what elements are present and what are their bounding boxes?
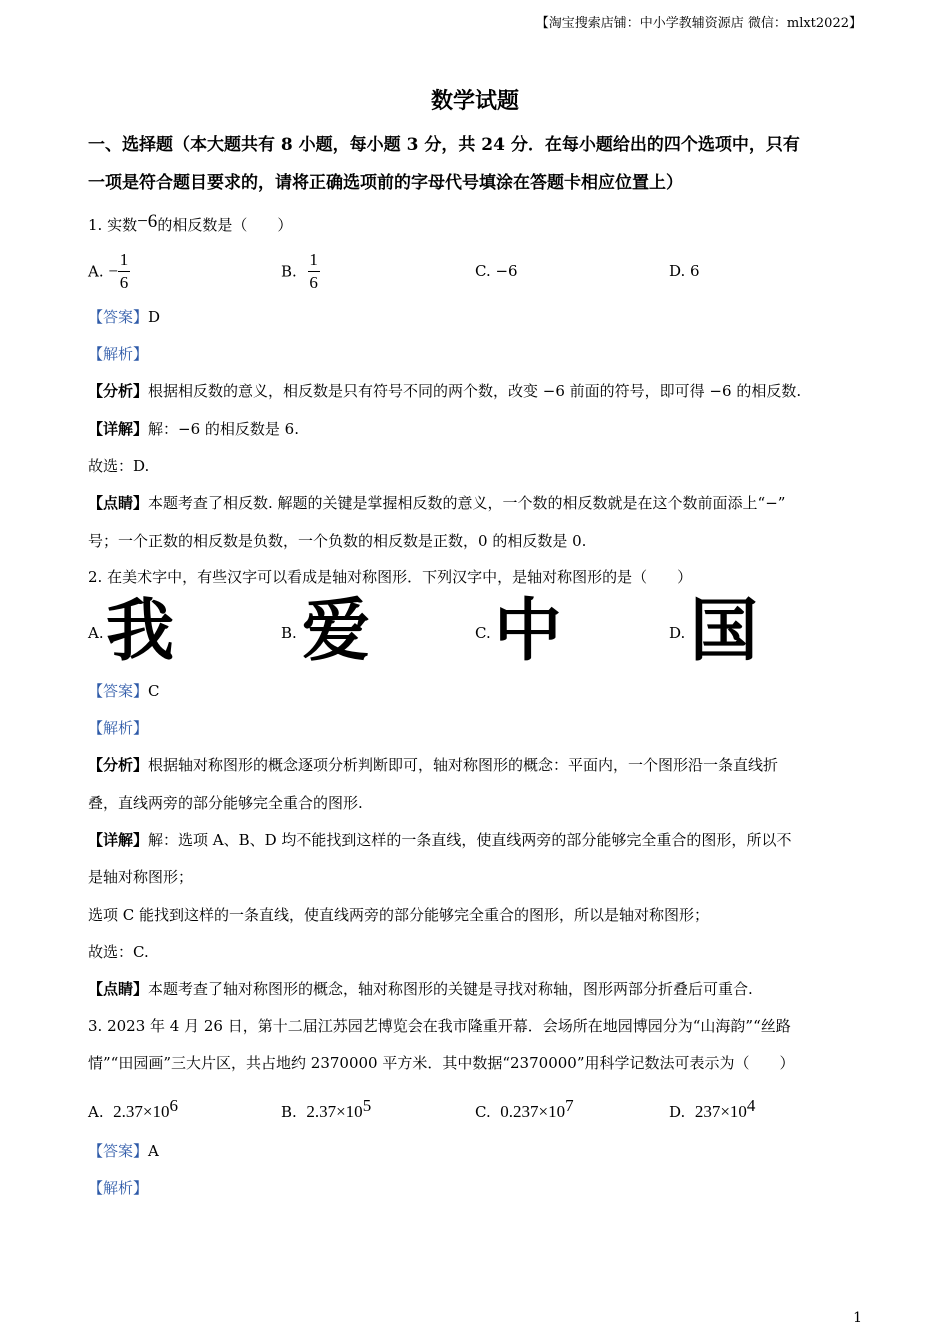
q3-answer-tag: 【答案】 [88,1142,149,1160]
q1-option-a-label: A. [88,262,104,281]
q1-option-d: D. 6 [669,262,700,280]
q2-dianjing-tag: 【点睛】 [88,980,149,998]
q1-option-b [281,250,320,293]
q1-dianjing-line1 [88,492,785,513]
q2-fenxi-tag: 【分析】 [88,756,149,774]
q1-stem-pre: 1. 实数 [88,216,138,234]
q3-stem-line1: 3. 2023 年 4 月 26 日，第十二届江苏园艺博览会在我市隆重开幕．会场所在地园博园分为“山海韵”“丝路 [88,1017,791,1035]
page-number: 1 [853,1310,862,1326]
q1-analysis-tag: 【解析】 [88,345,149,363]
q1-option-b-label: B. [281,262,297,281]
q2-option-c-label: C. [475,624,491,642]
q2-xiangjie-line2: 是轴对称图形； [88,868,194,886]
q3-option-c-exp: 7 [565,1096,574,1115]
q1-fenxi-text: 根据相反数的意义，相反数是只有符号不同的两个数，改变 −6 前面的符号，即可得 −6 的相反数. [148,382,802,400]
q2-dianjing [88,978,753,999]
q3-option-a [88,1096,178,1122]
q1-stem-post: 的相反数是（ ） [157,216,293,234]
q3-option-a-label: A. [88,1103,104,1121]
q2-option-d-char: 国 [690,592,759,671]
section-heading-line1: 一、选择题（本大题共有 8 小题，每小题 3 分，共 24 分．在每小题给出的四个选项中，只有 [88,135,800,155]
q2-fenxi-text1: 根据轴对称图形的概念逐项分析判断即可，轴对称图形的概念：平面内，一个图形沿一条直线折 [148,756,779,774]
q1-fenxi [88,380,801,401]
q1-answer-tag: 【答案】 [88,308,149,326]
section-heading-line2: 一项是符合题目要求的，请将正确选项前的字母代号填涂在答题卡相应位置上） [88,173,683,193]
q2-fenxi-line2: 叠，直线两旁的部分能够完全重合的图形. [88,794,363,812]
q2-option-c-char: 中 [494,592,563,671]
q2-option-a-label: A. [88,624,104,642]
q3-option-d-exp: 4 [746,1096,756,1115]
q2-xiangjie-line1 [88,829,791,850]
q3-option-a-exp: 6 [169,1096,178,1115]
q1-stem [88,211,293,236]
page-title: 数学试题 [430,88,519,114]
q3-option-d-label: D. [669,1103,686,1121]
q2-xiangjie-line3: 选项 C 能找到这样的一条直线，使直线两旁的部分能够完全重合的图形，所以是轴对称图形； [88,906,710,924]
q2-option-b-char: 爱 [302,592,371,671]
q1-fenxi-tag: 【分析】 [88,382,149,400]
q2-dianjing-text: 本题考查了轴对称图形的概念，轴对称图形的关键是寻找对称轴，图形两部分折叠后可重合. [148,980,753,998]
q2-guxuan: 故选：C. [88,943,149,961]
q2-analysis-tag: 【解析】 [88,719,149,737]
q3-option-d-base: 237×10 [694,1102,747,1121]
q1-xiangjie [88,418,299,439]
q1-option-c: C. −6 [475,262,518,280]
q2-option-a-char: 我 [106,592,175,671]
q3-option-c-label: C. [475,1103,491,1121]
q1-stem-num: −6 [137,211,158,232]
q1-option-b-fraction [308,250,320,293]
q1-dianjing-text1: 本题考查了相反数. 解题的关键是掌握相反数的意义，一个数的相反数就是在这个数前面添上“−” [148,494,786,512]
q2-answer-value: C [148,682,160,700]
q2-xiangjie-text1: 解：选项 A、B、D 均不能找到这样的一条直线，使直线两旁的部分能够完全重合的图形，所以不 [148,831,792,849]
header-note: 【淘宝搜索店铺：中小学教辅资源店 微信：mlxt2022】 [535,16,862,31]
q1-answer-value: D [148,308,161,326]
q2-answer [88,680,160,701]
q1-option-b-numerator: 1 [309,250,318,269]
q1-option-a-fraction [118,250,130,293]
q3-option-d [669,1096,755,1122]
q3-answer [88,1140,159,1161]
q1-option-a-denominator: 6 [119,273,129,292]
q2-fenxi-line1 [88,754,778,775]
q3-analysis-tag: 【解析】 [88,1179,149,1197]
q1-dianjing-line2: 号；一个正数的相反数是负数，一个负数的相反数是正数，0 的相反数是 0. [88,532,587,550]
q2-option-b-label: B. [281,624,297,642]
q1-xiangjie-text: 解：−6 的相反数是 6. [148,420,299,438]
q3-option-b-exp: 5 [362,1096,372,1115]
q3-option-a-base: 2.37×10 [113,1102,170,1121]
q3-option-b [281,1096,371,1122]
q2-option-d-label: D. [669,624,686,642]
q1-answer [88,306,160,327]
q1-xiangjie-tag: 【详解】 [88,420,149,438]
q3-option-c [475,1096,574,1122]
q2-xiangjie-tag: 【详解】 [88,831,149,849]
q3-option-c-base: 0.237×10 [500,1102,566,1121]
q1-option-a [88,250,130,293]
q1-option-a-sign: − [108,261,118,281]
q1-guxuan: 故选：D. [88,457,150,475]
q2-answer-tag: 【答案】 [88,682,149,700]
q1-option-b-denominator: 6 [309,273,318,292]
q1-option-a-numerator: 1 [119,250,129,269]
q2-stem: 2. 在美术字中，有些汉字可以看成是轴对称图形．下列汉字中，是轴对称图形的是（ ） [88,568,693,586]
q3-option-b-base: 2.37×10 [306,1102,363,1121]
q3-option-b-label: B. [281,1103,297,1121]
q3-answer-value: A [148,1142,159,1160]
q3-stem-line2: 情”“田园画”三大片区，共占地约 2370000 平方米．其中数据“2370000”用科学记数法可表示为（ ） [88,1054,795,1072]
q1-dianjing-tag: 【点睛】 [88,494,149,512]
